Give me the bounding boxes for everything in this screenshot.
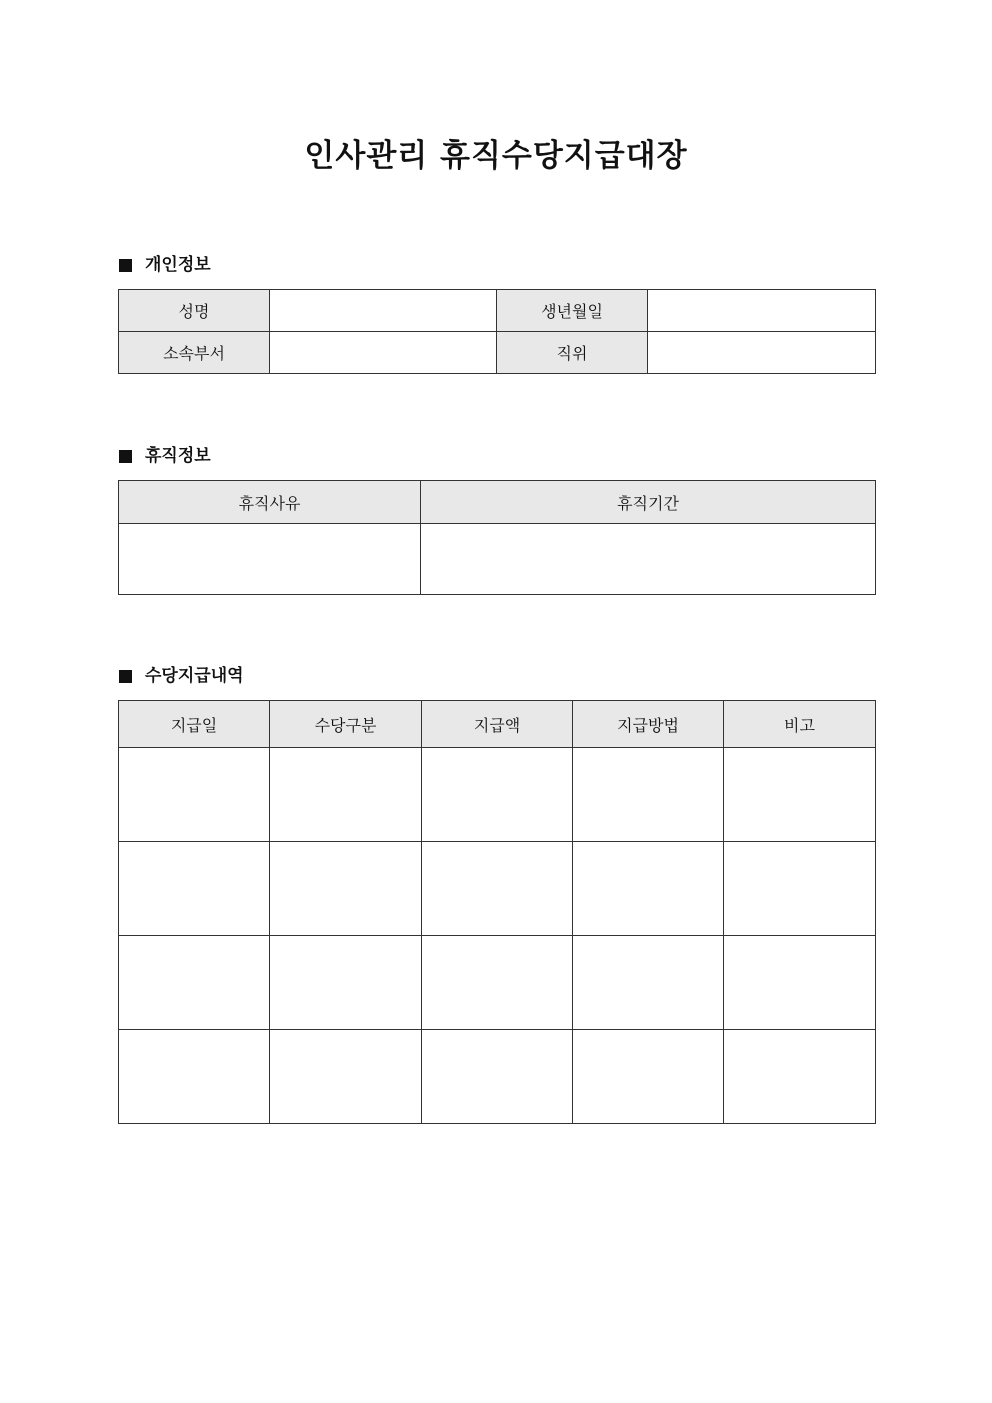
table-row	[119, 936, 876, 1030]
payment-method-cell[interactable]	[573, 842, 724, 936]
table-row	[119, 524, 876, 595]
leave-reason-header: 휴직사유	[119, 481, 421, 524]
square-bullet-icon	[119, 259, 132, 272]
section-heading-label: 수당지급내역	[145, 666, 244, 686]
leave-reason-field[interactable]	[119, 524, 421, 595]
remarks-cell[interactable]	[724, 748, 876, 842]
table-row	[119, 1030, 876, 1124]
table-row	[119, 842, 876, 936]
allowance-type-cell[interactable]	[270, 936, 422, 1030]
table-header-row	[119, 701, 876, 748]
position-field[interactable]	[648, 332, 876, 374]
table-row	[119, 290, 876, 332]
section-heading-label: 개인정보	[145, 255, 211, 275]
remarks-header: 비고	[724, 701, 876, 748]
payment-method-cell[interactable]	[573, 1030, 724, 1124]
payment-date-cell[interactable]	[119, 748, 270, 842]
birth-date-label: 생년월일	[497, 290, 648, 332]
table-header-row	[119, 481, 876, 524]
remarks-cell[interactable]	[724, 936, 876, 1030]
name-field[interactable]	[270, 290, 497, 332]
payment-amount-cell[interactable]	[422, 1030, 573, 1124]
name-label: 성명	[119, 290, 270, 332]
position-label: 직위	[497, 332, 648, 374]
allowance-type-cell[interactable]	[270, 1030, 422, 1124]
payment-date-cell[interactable]	[119, 936, 270, 1030]
page-title: 인사관리 휴직수당지급대장	[304, 138, 688, 174]
payment-date-header: 지급일	[119, 701, 270, 748]
payment-method-cell[interactable]	[573, 936, 724, 1030]
birth-date-field[interactable]	[648, 290, 876, 332]
payment-history-table	[118, 700, 876, 1124]
leave-period-field[interactable]	[421, 524, 876, 595]
square-bullet-icon	[119, 450, 132, 463]
section-heading-personal-info	[119, 253, 211, 277]
allowance-type-header: 수당구분	[270, 701, 422, 748]
allowance-type-cell[interactable]	[270, 748, 422, 842]
section-heading-payment-history	[119, 664, 244, 688]
allowance-type-cell[interactable]	[270, 842, 422, 936]
remarks-cell[interactable]	[724, 1030, 876, 1124]
payment-method-header: 지급방법	[573, 701, 724, 748]
payment-method-cell[interactable]	[573, 748, 724, 842]
payment-date-cell[interactable]	[119, 1030, 270, 1124]
leave-info-table	[118, 480, 876, 595]
personal-info-table	[118, 289, 876, 374]
payment-date-cell[interactable]	[119, 842, 270, 936]
payment-amount-cell[interactable]	[422, 842, 573, 936]
square-bullet-icon	[119, 670, 132, 683]
section-heading-leave-info	[119, 444, 211, 468]
leave-period-header: 휴직기간	[421, 481, 876, 524]
remarks-cell[interactable]	[724, 842, 876, 936]
table-row	[119, 748, 876, 842]
table-row	[119, 332, 876, 374]
department-label: 소속부서	[119, 332, 270, 374]
payment-amount-cell[interactable]	[422, 936, 573, 1030]
payment-amount-header: 지급액	[422, 701, 573, 748]
section-heading-label: 휴직정보	[145, 446, 211, 466]
department-field[interactable]	[270, 332, 497, 374]
payment-amount-cell[interactable]	[422, 748, 573, 842]
